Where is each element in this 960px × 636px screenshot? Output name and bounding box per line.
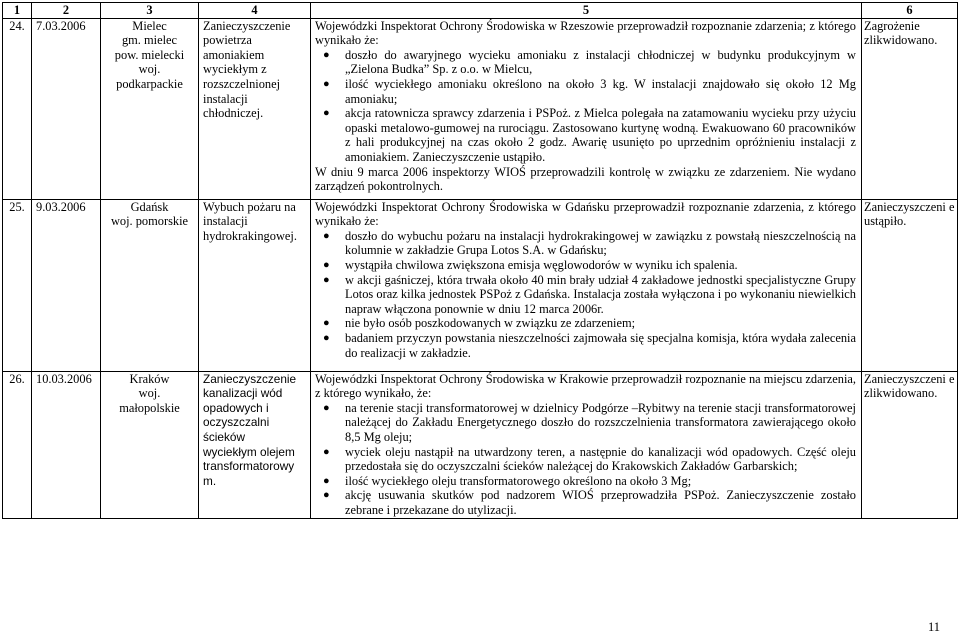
column-header: 5: [311, 3, 862, 19]
list-item-text: wystąpiła chwilowa zwiększona emisja węglowodorów w wyniku ich spalenia.: [345, 257, 738, 272]
table-row: [3, 371, 958, 518]
table-row: [3, 199, 958, 371]
event-line: m.: [203, 473, 217, 488]
list-item-text: badaniem przyczyn powstania nieszczelności zajmowała się specjalna komisja, która wydała zalecenia do realizacji w zakładzie.: [345, 330, 856, 360]
column-header: 4: [199, 3, 311, 19]
event-line: Zanieczyszczenie: [203, 18, 291, 33]
event-line: chłodniczej.: [203, 106, 264, 121]
bullet-icon: ●: [323, 445, 330, 458]
event-status: Zanieczyszczeni e ustąpiło.: [862, 199, 958, 371]
location-line: Mielec: [132, 18, 167, 33]
event-line: transformatorowy: [203, 459, 295, 474]
event-line: hydrokrakingowej.: [203, 228, 297, 243]
description-intro: Wojewódzki Inspektorat Ochrony Środowiska w Krakowie przeprowadził rozpoznanie na miejscu zdarzenia, z którego wynikało, że:: [315, 371, 856, 401]
list-item-text: akcję usuwania skutków pod nadzorem WIOŚ przeprowadziła PSPoż. Zanieczyszczenie zostało zebrane i przekazane do utylizacji.: [345, 488, 856, 517]
list-item-text: ilość wyciekłego oleju transformatorowego określono na około 3 Mg;: [345, 473, 692, 488]
event-description: [311, 18, 862, 199]
event-location: [101, 371, 199, 518]
list-item: [323, 257, 856, 273]
list-item-text: akcja ratownicza sprawcy zdarzenia i PSPoż. z Mielca polegała na zatamowaniu wycieku przy użyciu opaski metalowo-gumowej na rurociągu. Zastosowano kurtynę wodną. Ewakuowano 60 pracowników z hali produkcyjnej na czas około 2 godz. Awarię usunięto po uprzednim opróżnieniu instalacji z amoniakiem. Zanieczyszczenie ustąpiło.: [345, 106, 856, 164]
location-line: woj.: [138, 386, 161, 401]
location-line: Gdańsk: [130, 199, 169, 214]
event-date: 7.03.2006: [32, 18, 101, 199]
bullet-icon: ●: [323, 401, 330, 414]
column-header: 6: [862, 3, 958, 19]
list-item: [323, 76, 856, 106]
bullet-icon: ●: [323, 258, 330, 271]
location-line: woj. pomorskie: [110, 214, 189, 229]
description-intro: Wojewódzki Inspektorat Ochrony Środowiska w Gdańsku przeprowadził rozpoznanie zdarzenia, z którego wynikało że:: [315, 199, 856, 229]
list-item-text: na terenie stacji transformatorowej w dzielnicy Podgórze –Rybitwy na terenie stacji transformatorowej należącej do Zakładu Energetycznego doszło do rozszczelnienia transformatora zawierającego około 8,5 Mg oleju;: [345, 400, 856, 444]
event-type: [199, 199, 311, 371]
list-item-text: w akcji gaśniczej, która trwała około 40 min brały udział 4 zakładowe jednostki specjalistyczne Grupy Lotos oraz kilka jednostek PSPoż z Gdańska. Instalacja została wyłączona i po wykonaniu niewielkich napraw włączona ponownie w dniu 12 marca 2006r.: [345, 272, 856, 316]
bullet-icon: ●: [323, 331, 330, 344]
bullet-icon: ●: [323, 48, 330, 61]
event-line: oczyszczalni: [203, 415, 270, 430]
list-item: [323, 330, 856, 360]
location-line: woj.: [138, 62, 161, 77]
event-location: [101, 18, 199, 199]
list-item-text: ilość wyciekłego amoniaku określono na około 3 kg. W instalacji znajdowało się około 12 Mg amoniaku;: [345, 76, 856, 106]
row-number: 26.: [3, 371, 32, 518]
event-line: Zanieczyszczenie: [203, 371, 297, 386]
event-line: powietrza: [203, 33, 252, 48]
location-line: pow. mielecki: [114, 47, 185, 62]
location-line: Kraków: [129, 371, 170, 386]
event-description: [311, 371, 862, 518]
description-intro: Wojewódzki Inspektorat Ochrony Środowiska w Rzeszowie przeprowadził rozpoznanie zdarzenia; z którego wynikało że:: [315, 18, 856, 48]
list-item: [323, 106, 856, 164]
event-description: [311, 199, 862, 371]
bullet-icon: ●: [323, 317, 330, 330]
event-line: ścieków: [203, 429, 245, 444]
row-number: 25.: [3, 199, 32, 371]
bullet-icon: ●: [323, 273, 330, 286]
event-line: instalacji: [203, 214, 248, 229]
event-line: rozszczelnionej: [203, 76, 281, 91]
bullet-icon: ●: [323, 77, 330, 90]
list-item: [323, 47, 856, 77]
list-item: [323, 400, 856, 445]
event-type: [199, 18, 311, 199]
description-outro: W dniu 9 marca 2006 inspektorzy WIOŚ przeprowadzili kontrolę w związku ze zdarzeniem. Nie wydano zarządzeń pokontrolnych.: [315, 164, 856, 194]
location-line: podkarpackie: [116, 76, 183, 91]
event-date: 10.03.2006: [32, 371, 101, 518]
list-item-text: nie było osób poszkodowanych w związku ze zdarzeniem;: [345, 316, 636, 331]
bullet-icon: ●: [323, 489, 330, 502]
event-status: Zagrożenie zlikwidowano.: [862, 18, 958, 199]
event-line: opadowych i: [203, 400, 269, 415]
description-list: [315, 401, 856, 518]
list-item-text: wyciek oleju nastąpił na utwardzony teren, a następnie do kanalizacji wód opadowych. Część oleju przedostała się do oczyszczalni ścieków należącej do Krakowskich Zakładów Garbarskich;: [345, 444, 856, 474]
event-line: Wybuch pożaru na: [203, 199, 296, 214]
column-header: 3: [101, 3, 199, 19]
bullet-icon: ●: [323, 229, 330, 242]
list-item: [323, 316, 856, 331]
list-item: [323, 488, 856, 517]
incident-table: [2, 2, 958, 519]
event-line: instalacji: [203, 91, 248, 106]
list-item-text: doszło do awaryjnego wycieku amoniaku z instalacji chłodniczej w budynku produkcyjnym w „Zielona Budka” Sp. z o.o. w Mielcu,: [345, 47, 856, 77]
list-item: [323, 272, 856, 317]
event-date: 9.03.2006: [32, 199, 101, 371]
table-row: [3, 18, 958, 199]
bullet-icon: ●: [323, 107, 330, 120]
bullet-icon: ●: [323, 474, 330, 487]
column-header: 1: [3, 3, 32, 19]
event-location: [101, 199, 199, 371]
event-line: wyciekłym z: [203, 62, 267, 77]
event-line: kanalizacji wód: [203, 386, 283, 401]
location-line: małopolskie: [119, 400, 180, 415]
page-number: 11: [927, 620, 940, 634]
list-item: [323, 228, 856, 258]
event-status: Zanieczyszczeni e zlikwidowano.: [862, 371, 958, 518]
list-item: [323, 473, 856, 489]
description-list: [315, 48, 856, 165]
header-row: [3, 3, 958, 19]
list-item-text: doszło do wybuchu pożaru na instalacji hydrokrakingowej w zawiązku z powstałą nieszczelnością na kolumnie w zakładzie Grupa Lotos S.A. w Gdańsku;: [345, 228, 856, 258]
list-item: [323, 444, 856, 474]
description-list: [315, 229, 856, 360]
event-type: [199, 371, 311, 518]
event-line: amoniakiem: [203, 47, 265, 62]
column-header: 2: [32, 3, 101, 19]
row-number: 24.: [3, 18, 32, 199]
event-line: wyciekłym olejem: [203, 444, 295, 459]
location-line: gm. mielec: [121, 33, 178, 48]
